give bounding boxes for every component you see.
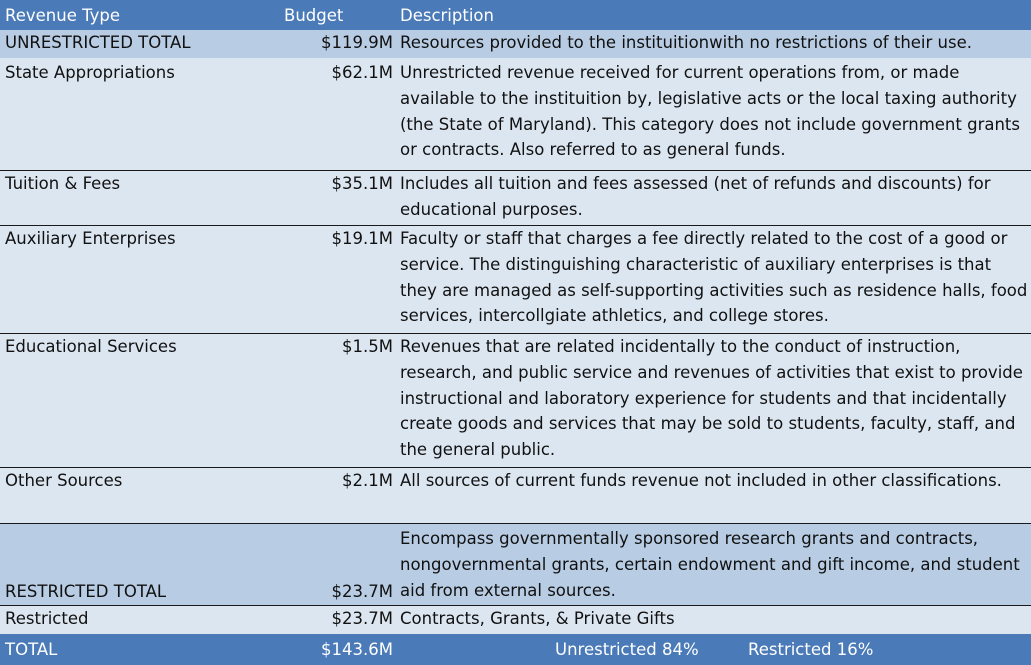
revenue-type-cell: Restricted bbox=[5, 609, 89, 628]
description-cell: All sources of current funds revenue not included in other classifications. bbox=[400, 471, 1002, 490]
budget-cell: $35.1M bbox=[331, 174, 393, 193]
description-cell: Resources provided to the instituitionwith no restrictions of their use. bbox=[400, 33, 972, 52]
description-cell: Revenues that are related incidentally to the conduct of instruction, research, and public service and revenues of activities that exist to provide instructional and laboratory experience for students and that incidentally create goods and services that may be sold to students, faculty, staff, and the general public. bbox=[400, 337, 1023, 460]
revenue-type-cell: UNRESTRICTED TOTAL bbox=[5, 33, 191, 52]
budget-cell: $23.7M bbox=[331, 582, 393, 601]
budget-cell: $2.1M bbox=[342, 471, 393, 490]
table-row-state-appropriations bbox=[0, 58, 1031, 170]
description-cell: Contracts, Grants, & Private Gifts bbox=[400, 609, 675, 628]
revenue-type-cell: Educational Services bbox=[5, 337, 177, 356]
description-cell: Includes all tuition and fees assessed (net of refunds and discounts) for educational purposes. bbox=[400, 174, 991, 219]
header-revenue-type: Revenue Type bbox=[5, 6, 121, 25]
revenue-type-cell: Tuition & Fees bbox=[5, 174, 121, 193]
restricted-percent: Restricted 16% bbox=[748, 640, 874, 659]
table-row-restricted-total bbox=[0, 523, 1031, 605]
budget-cell: $119.9M bbox=[321, 33, 393, 52]
table-header bbox=[0, 0, 1031, 30]
description-cell: Encompass governmentally sponsored research grants and contracts, nongovernmental grants, certain endowment and gift income, and student aid from external sources. bbox=[400, 529, 1020, 600]
revenue-type-cell: Auxiliary Enterprises bbox=[5, 229, 176, 248]
revenue-type-cell: State Appropriations bbox=[5, 63, 175, 82]
header-description: Description bbox=[400, 6, 494, 25]
header-budget: Budget bbox=[284, 6, 344, 25]
budget-cell: $1.5M bbox=[342, 337, 393, 356]
revenue-type-cell: RESTRICTED TOTAL bbox=[5, 582, 167, 601]
total-budget: $143.6M bbox=[321, 640, 393, 659]
table-row-total bbox=[0, 634, 1031, 665]
budget-cell: $62.1M bbox=[331, 63, 393, 82]
table-row-other-sources bbox=[0, 467, 1031, 523]
table-row-auxiliary-enterprises bbox=[0, 225, 1031, 333]
total-label: TOTAL bbox=[5, 640, 58, 659]
unrestricted-percent: Unrestricted 84% bbox=[555, 640, 699, 659]
description-cell: Unrestricted revenue received for current operations from, or made available to the instituition by, legislative acts or the local taxing authority (the State of Maryland). This category does not include government grants or contracts. Also referred to as general funds. bbox=[400, 63, 1020, 160]
revenue-type-cell: Other Sources bbox=[5, 471, 123, 490]
table-row-restricted bbox=[0, 605, 1031, 634]
table-row-educational-services bbox=[0, 333, 1031, 467]
description-cell: Faculty or staff that charges a fee directly related to the cost of a good or service. The distinguishing characteristic of auxiliary enterprises is that they are managed as self-supporting activities such as residence halls, food services, intercollgiate athletics, and college stores. bbox=[400, 229, 1028, 326]
budget-cell: $19.1M bbox=[331, 229, 393, 248]
table-row-tuition-fees bbox=[0, 170, 1031, 225]
table-row-unrestricted-total bbox=[0, 30, 1031, 58]
budget-cell: $23.7M bbox=[331, 609, 393, 628]
